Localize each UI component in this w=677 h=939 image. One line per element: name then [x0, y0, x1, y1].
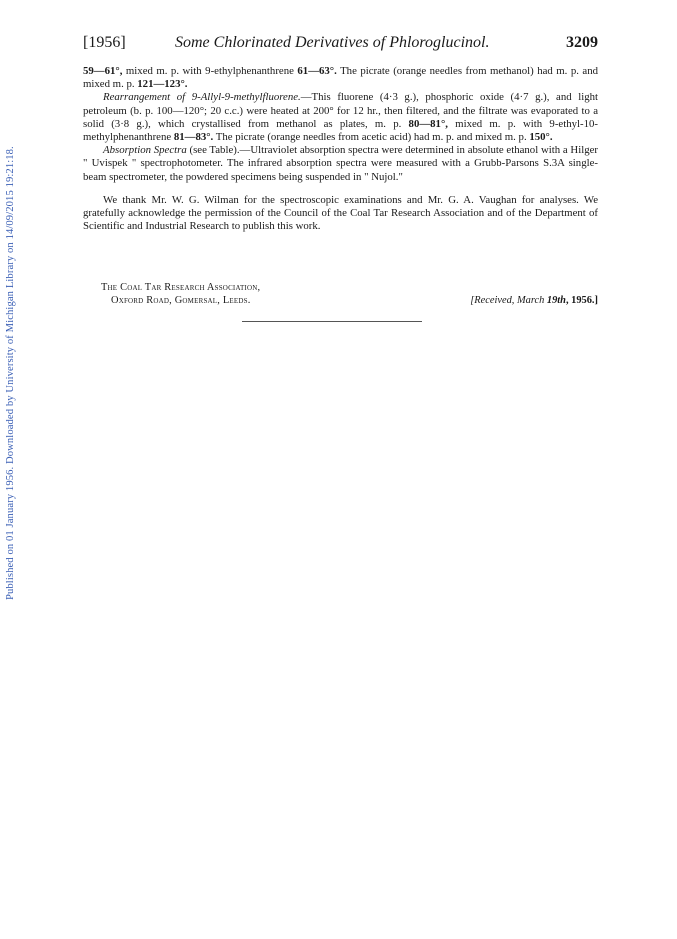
text-run: mixed m. p. with 9-ethyl-10-methylphenanthrene: [83, 117, 598, 144]
received-prefix: [Received, March: [470, 295, 547, 306]
affiliation-block: [101, 281, 598, 307]
melting-point: 61—63°.: [297, 65, 337, 77]
text-run: (see Table).—Ultraviolet absorption spectra were determined in absolute ethanol with a Hilger " Uvispek " spectrophotometer. The infrared absorption spectra were measured with a Grubb-Parsons S.3A single-beam spectrometer, the powdered specimens being suspended in " Nujol.": [83, 144, 599, 183]
paragraph-rearrangement: [83, 91, 598, 144]
melting-point: 81—83°.: [173, 131, 214, 144]
end-rule: [242, 321, 422, 322]
paragraph-absorption: [83, 144, 598, 184]
section-heading: Rearrangement of 9-Allyl-9-methylfluorene.: [103, 91, 301, 104]
page-header: [83, 34, 598, 56]
text-run: —This fluorene (4·3 g.), phosphoric oxide (4·7 g.), and light petroleum (b. p. 100—120°; 20 c.c.) were heated at 200° for 12 hr., then filtered, and the filtrate was evaporated to a solid (3·8 g.), which crystallised from methanol as plates, m. p.: [83, 91, 598, 130]
affiliation-line-2: Oxford Road, Gomersal, Leeds.: [111, 295, 251, 307]
article-body: [83, 65, 598, 233]
text-run: mixed m. p. with 9-ethylphenanthrene: [122, 65, 298, 77]
melting-point: 121—123°.: [137, 78, 188, 91]
melting-point: 59—61°,: [83, 65, 123, 77]
received-year: , 1956.]: [565, 295, 598, 306]
header-title: Some Chlorinated Derivatives of Phloroglucinol.: [175, 34, 490, 51]
paragraph-picrate: [83, 65, 598, 91]
melting-point: 150°.: [529, 131, 553, 144]
download-notice: Published on 01 January 1956. Downloaded by University of Michigan Library on 14/09/2015 19:21:18.: [5, 146, 16, 600]
section-heading: Absorption Spectra: [103, 144, 187, 157]
melting-point: 80—81°,: [408, 117, 448, 130]
received-date: [470, 294, 598, 307]
header-year: [1956]: [83, 34, 126, 51]
text-run: The picrate (orange needles from methanol) had m. p. and mixed m. p.: [83, 65, 598, 91]
text-run: The picrate (orange needles from acetic acid) had m. p. and mixed m. p.: [213, 131, 530, 144]
acknowledgements: We thank Mr. W. G. Wilman for the spectroscopic examinations and Mr. G. A. Vaughan for analyses. We gratefully acknowledge the permission of the Council of the Coal Tar Research Association and of the Department of Scientific and Industrial Research to publish this work.: [83, 193, 598, 233]
affiliation-line-1: The Coal Tar Research Association,: [101, 282, 261, 293]
page-number: 3209: [566, 34, 598, 51]
received-day: 19th: [546, 295, 566, 306]
